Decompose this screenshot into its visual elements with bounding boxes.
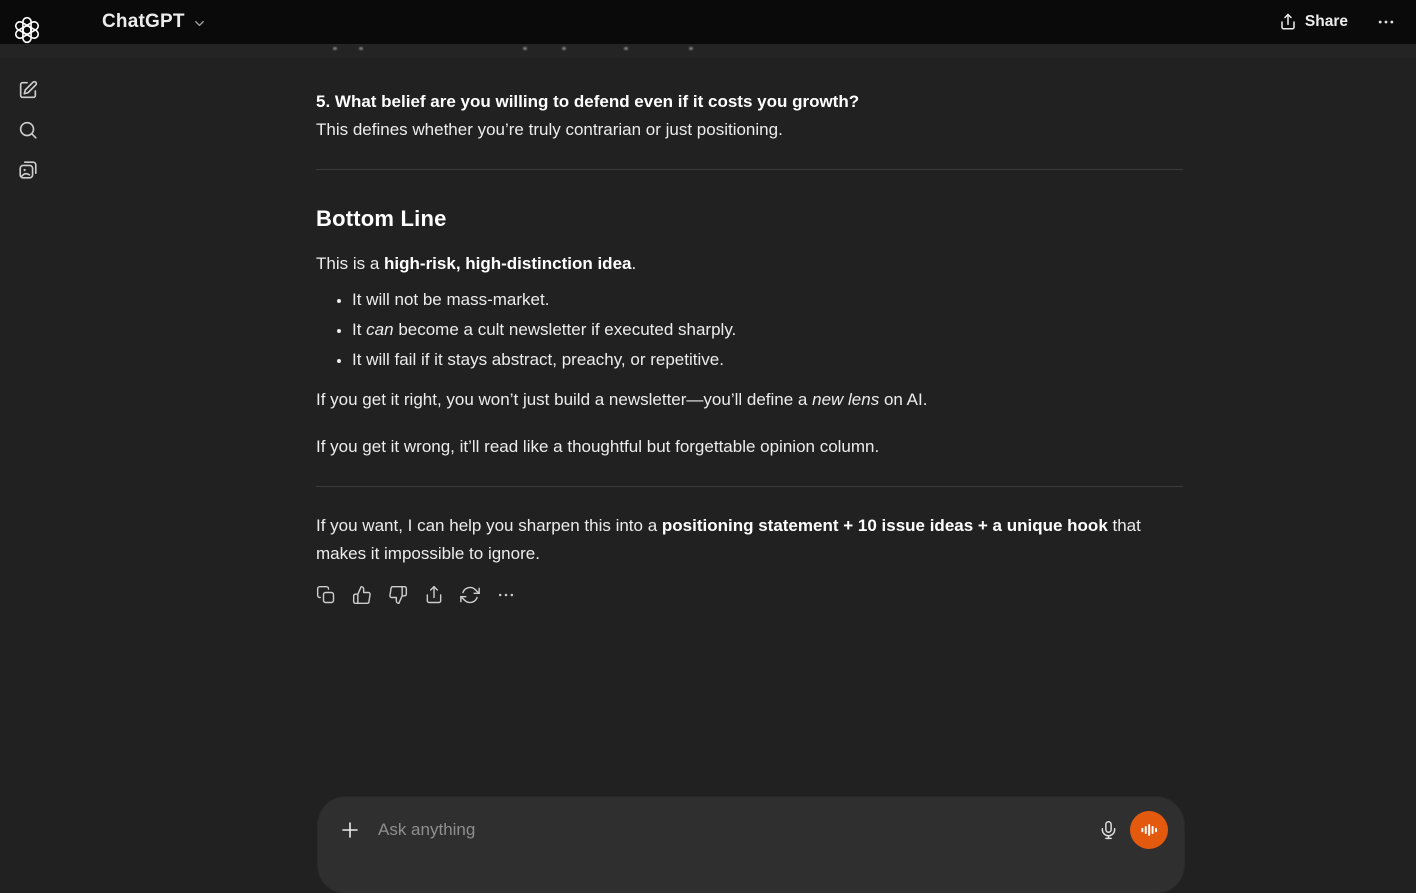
paragraph-get-it-right: If you get it right, you won’t just build a newsletter—you’ll define a new lens on AI. — [316, 390, 928, 409]
thumbs-up-button[interactable] — [352, 585, 372, 605]
voice-mode-button[interactable] — [1130, 811, 1168, 849]
thumbs-down-button[interactable] — [388, 585, 408, 605]
header-more-button[interactable] — [1370, 6, 1402, 38]
share-button[interactable] — [1271, 7, 1356, 37]
thumbs-up-icon — [352, 585, 372, 605]
paragraph-offer: If you want, I can help you sharpen this into a positioning statement + 10 issue ideas + a unique hook that makes it impossible to ignore. — [316, 516, 1141, 563]
section-5-heading: 5. What belief are you willing to defend even if it costs you growth? — [316, 92, 860, 111]
upload-icon — [1279, 13, 1297, 31]
top-bar-actions — [1271, 6, 1416, 38]
new-chat-button[interactable] — [10, 72, 46, 108]
list-item: • It can become a cult newsletter if executed sharply. — [352, 316, 1183, 344]
bottom-line-intro — [316, 250, 1183, 278]
app-logo-button[interactable] — [12, 14, 44, 46]
ellipsis-icon — [496, 585, 516, 605]
library-icon — [17, 159, 39, 181]
upload-icon — [424, 585, 444, 605]
dictate-button[interactable] — [1092, 814, 1124, 846]
mic-icon — [1098, 820, 1119, 841]
waveform-icon — [1140, 821, 1158, 839]
scrolled-text-remnant — [0, 44, 1416, 58]
copy-icon — [316, 585, 336, 605]
intro-post: . — [631, 254, 637, 273]
message-input[interactable] — [376, 819, 1092, 841]
message-action-bar — [316, 585, 1183, 605]
bottom-line-heading: Bottom Line — [316, 206, 447, 231]
app-title: ChatGPT — [102, 11, 185, 32]
intro-bold: high-risk, high-distinction idea — [384, 254, 632, 273]
composer — [318, 797, 1184, 893]
bottom-line-list — [316, 286, 1183, 374]
share-label: Share — [1304, 13, 1348, 30]
regenerate-button[interactable] — [460, 585, 480, 605]
section-5-body: This defines whether you’re truly contrarian or just positioning. — [316, 120, 783, 139]
divider — [316, 169, 1183, 170]
chat-area — [316, 58, 1183, 605]
attach-button[interactable] — [334, 814, 366, 846]
chevron-down-icon — [192, 16, 207, 31]
plus-icon — [338, 818, 362, 842]
thumbs-down-icon — [388, 585, 408, 605]
assistant-message — [316, 88, 1183, 605]
more-actions-button[interactable] — [496, 585, 516, 605]
sidebar — [0, 0, 56, 844]
compose-icon — [17, 79, 39, 101]
search-button[interactable] — [10, 112, 46, 148]
intro-pre: This is a — [316, 254, 385, 273]
library-button[interactable] — [10, 152, 46, 188]
share-response-button[interactable] — [424, 585, 444, 605]
model-switcher[interactable] — [96, 10, 213, 34]
list-item: • It will fail if it stays abstract, preachy, or repetitive. — [352, 346, 1183, 374]
ellipsis-icon — [1376, 12, 1396, 32]
openai-logo-icon — [12, 15, 44, 45]
divider — [316, 486, 1183, 487]
top-bar — [0, 0, 1416, 44]
paragraph-get-it-wrong: If you get it wrong, it’ll read like a thoughtful but forgettable opinion column. — [316, 437, 880, 456]
copy-button[interactable] — [316, 585, 336, 605]
refresh-icon — [460, 585, 480, 605]
search-icon — [17, 119, 39, 141]
list-item: • It will not be mass-market. — [352, 286, 1183, 314]
